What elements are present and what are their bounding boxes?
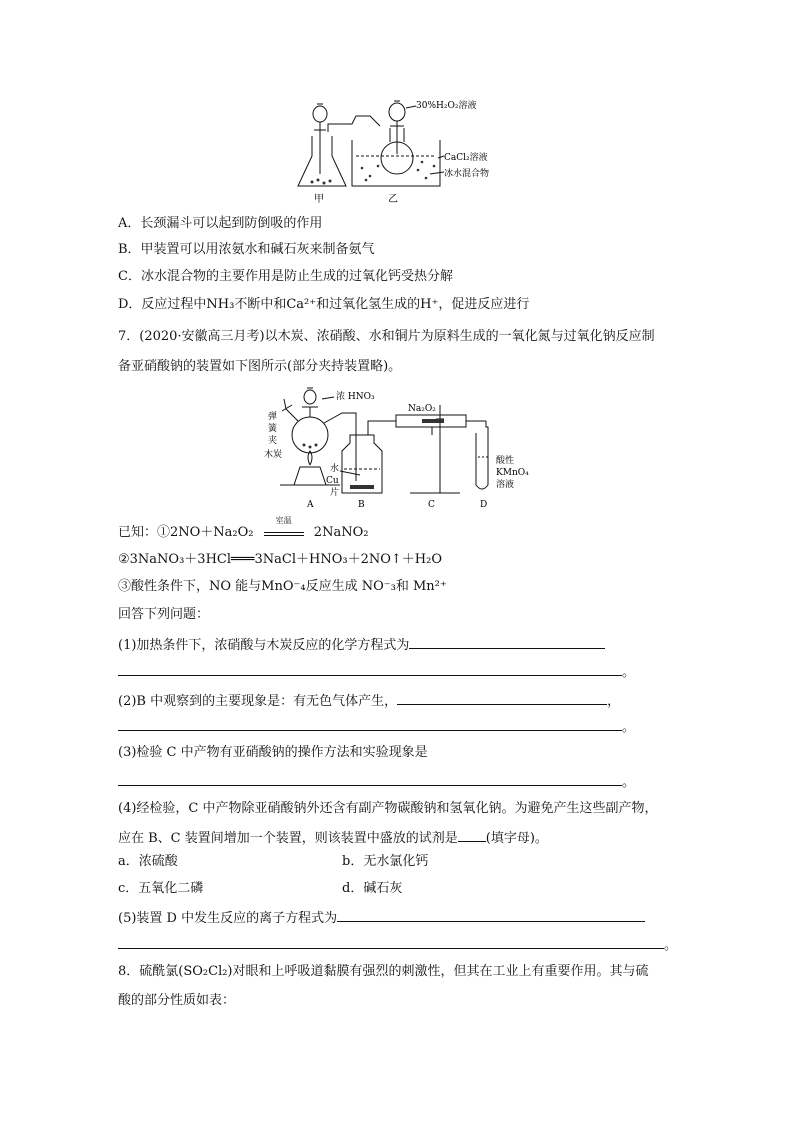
period: 。 xyxy=(622,720,636,735)
answer-blank-2a[interactable] xyxy=(397,690,607,705)
period: 。 xyxy=(622,665,636,680)
comma: ， xyxy=(607,694,621,709)
label-water: 水 xyxy=(330,464,340,474)
known-3: ③酸性条件下，NO 能与MnO⁻₄反应生成 NO⁻₃和 Mn²⁺ xyxy=(118,579,447,594)
label-cacl2: CaCl₂溶液 xyxy=(444,153,488,163)
reaction-arrow xyxy=(264,516,304,536)
part-4-line2 xyxy=(118,827,548,848)
known-1-left: 已知：①2NO＋Na₂O₂ xyxy=(118,525,254,540)
known-1-right: 2NaNO₂ xyxy=(313,525,369,540)
label-cu-pian: 片 xyxy=(330,488,340,498)
part-5 xyxy=(118,907,645,928)
label-h2o2: 30%H₂O₂溶液 xyxy=(416,101,477,111)
option-a: A．长颈漏斗可以起到防倒吸的作用 xyxy=(118,216,323,231)
answer-blank-2b[interactable] xyxy=(118,716,622,731)
figure-apparatus-1 xyxy=(290,96,510,208)
label-b: B xyxy=(358,500,365,510)
answer-blank-1b[interactable] xyxy=(118,661,622,676)
label-ice-water: 冰水混合物 xyxy=(444,169,490,179)
choice-a: a．浓硫酸 xyxy=(118,854,178,869)
choice-b: b．无水氯化钙 xyxy=(342,854,429,869)
answer-intro: 回答下列问题： xyxy=(118,607,210,622)
part-2 xyxy=(118,690,620,711)
question-7-line2: 备亚硝酸钠的装置如下图所示(部分夹持装置略)。 xyxy=(118,359,402,374)
part-2-text: (2)B 中观察到的主要现象是：有无色气体产生， xyxy=(118,694,398,709)
option-b: B．甲装置可以用浓氨水和碱石灰来制备氨气 xyxy=(118,242,375,257)
label-charcoal: 木炭 xyxy=(264,450,283,460)
choice-c: c．五氧化二磷 xyxy=(118,881,204,896)
answer-blank-4[interactable] xyxy=(458,827,486,842)
label-kmno4-3: 溶液 xyxy=(496,480,515,490)
answer-blank-3[interactable] xyxy=(118,771,622,786)
period: 。 xyxy=(664,938,678,953)
part-4-suffix: (填字母)。 xyxy=(485,831,548,846)
label-spring-2: 簧 xyxy=(268,424,278,434)
label-conc-hno3: 浓 HNO₃ xyxy=(336,392,375,402)
figure-apparatus-2 xyxy=(250,385,550,513)
question-8-line2: 酸的部分性质如表： xyxy=(118,993,236,1008)
choice-d: d．碱石灰 xyxy=(342,881,403,896)
label-na2o2: Na₂O₂ xyxy=(408,404,436,414)
part-4-text: 应在 B、C 装置间增加一个装置，则该装置中盛放的试剂是 xyxy=(118,831,458,846)
question-7-line1: 7．(2020·安徽高三月考)以木炭、浓硝酸、水和铜片为原料生成的一氧化氮与过氧化钠反应制 xyxy=(118,329,655,344)
label-kmno4-1: 酸性 xyxy=(496,456,515,466)
label-a: A xyxy=(307,500,314,510)
part-3-cont xyxy=(118,771,635,792)
label-c: C xyxy=(428,500,435,510)
question-8-line1: 8．硫酰氯(SO₂Cl₂)对眼和上呼吸道黏膜有强烈的刺激性，但其在工业上有重要作用。其与硫 xyxy=(118,964,649,979)
part-5-text: (5)装置 D 中发生反应的离子方程式为 xyxy=(118,911,338,926)
reaction-condition: 室温 xyxy=(275,516,292,525)
label-yi: 乙 xyxy=(388,194,398,205)
label-jia: 甲 xyxy=(314,194,324,205)
part-2-cont xyxy=(118,716,635,737)
answer-blank-1a[interactable] xyxy=(409,634,605,649)
label-d: D xyxy=(480,500,488,510)
part-1-cont xyxy=(118,661,635,682)
label-spring-3: 夹 xyxy=(268,436,278,446)
part-5-cont xyxy=(118,934,677,955)
part-4-line1: (4)经检验，C 中产物除亚硝酸钠外还含有副产物碳酸钠和氢氧化钠。为避免产生这些副产物， xyxy=(118,801,658,816)
label-cu: Cu xyxy=(326,476,339,486)
period: 。 xyxy=(622,775,636,790)
option-d: D．反应过程中NH₃不断中和Ca²⁺和过氧化氢生成的H⁺，促进反应进行 xyxy=(118,297,530,312)
answer-blank-5a[interactable] xyxy=(337,907,645,922)
part-1-text: (1)加热条件下，浓硝酸与木炭反应的化学方程式为 xyxy=(118,638,410,653)
part-3: (3)检验 C 中产物有亚硝酸钠的操作方法和实验现象是 xyxy=(118,745,428,760)
option-c: C．冰水混合物的主要作用是防止生成的过氧化钙受热分解 xyxy=(118,269,453,284)
label-spring-1: 弹 xyxy=(268,412,278,422)
label-kmno4-2: KMnO₄ xyxy=(496,468,529,478)
part-1 xyxy=(118,634,605,655)
known-1 xyxy=(118,516,369,542)
known-2: ②3NaNO₃＋3HCl═══3NaCl＋HNO₃＋2NO↑＋H₂O xyxy=(118,552,442,567)
answer-blank-5b[interactable] xyxy=(118,934,664,949)
